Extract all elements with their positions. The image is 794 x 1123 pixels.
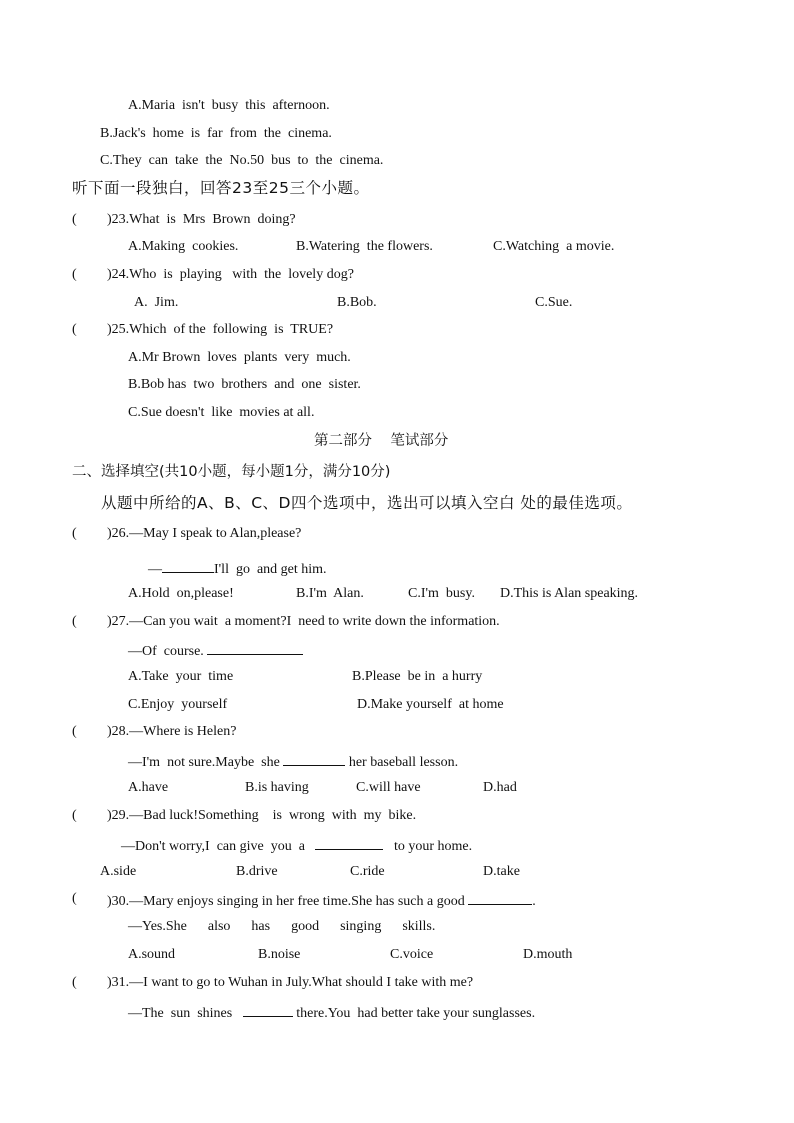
q26-answer-text: I'll go and get him. xyxy=(214,562,327,577)
q31-question: )31.—I want to go to Wuhan in July.What should I take with me? xyxy=(107,975,474,990)
q31-answer-pre: —The sun shines xyxy=(128,1006,233,1021)
q28-answer-blank[interactable] xyxy=(283,751,345,766)
q27-option-d: D.Make yourself at home xyxy=(357,697,504,712)
q30-answer: —Yes.She also has good singing skills. xyxy=(128,919,436,934)
q22-option-a: A.Maria isn't busy this afternoon. xyxy=(128,98,330,113)
q29-answer-post: to your home. xyxy=(393,839,473,854)
q29-question: )29.—Bad luck!Something is wrong with my bike. xyxy=(107,808,417,823)
q26-answer-line xyxy=(148,558,327,579)
q30-option-d: D.mouth xyxy=(523,947,573,962)
q22-option-c: C.They can take the No.50 bus to the cinema. xyxy=(100,153,384,168)
q26-answer-blank[interactable] xyxy=(162,558,214,573)
q24-option-b: B.Bob. xyxy=(337,295,377,310)
q24-paren: ( xyxy=(72,267,77,282)
q24-option-c: C.Sue. xyxy=(535,295,573,310)
q31-answer-post: there.You had better take your sunglasses. xyxy=(296,1006,536,1021)
q31-paren: ( xyxy=(72,975,77,990)
q30-paren: ( xyxy=(72,891,77,906)
q25-option-a: A.Mr Brown loves plants very much. xyxy=(128,350,351,365)
q26-option-a: A.Hold on,please! xyxy=(128,586,234,601)
q30-question-period: . xyxy=(532,894,536,909)
q24-question: )24.Who is playing with the lovely dog? xyxy=(107,267,354,282)
q27-option-b: B.Please be in a hurry xyxy=(352,669,483,684)
q31-answer-line xyxy=(128,1002,535,1023)
q28-question: )28.—Where is Helen? xyxy=(107,724,237,739)
q28-answer-pre: —I'm not sure.Maybe she xyxy=(128,755,280,770)
part2-title: 第二部分 笔试部分 xyxy=(314,433,449,449)
q30-question-line xyxy=(107,890,536,911)
q25-option-b: B.Bob has two brothers and one sister. xyxy=(128,377,361,392)
q30-option-c: C.voice xyxy=(390,947,434,962)
q23-paren: ( xyxy=(72,212,77,227)
q30-question-blank[interactable] xyxy=(468,890,532,905)
q30-option-a: A.sound xyxy=(128,947,176,962)
q27-answer-text: —Of course. xyxy=(128,644,204,659)
q29-paren: ( xyxy=(72,808,77,823)
q26-dash: — xyxy=(148,562,162,577)
q28-option-d: D.had xyxy=(483,780,517,795)
section2-instruction: 从题中所给的A、B、C、D四个选项中，选出可以填入空白 处的最佳选项。 xyxy=(101,494,633,512)
monologue-instruction: 听下面一段独白，回答23至25三个小题。 xyxy=(72,179,370,197)
q26-option-d: D.This is Alan speaking. xyxy=(500,586,639,601)
q25-paren: ( xyxy=(72,322,77,337)
q28-paren: ( xyxy=(72,724,77,739)
q28-option-a: A.have xyxy=(128,780,169,795)
q26-paren: ( xyxy=(72,526,77,541)
section2-title: 二、选择填空(共10小题，每小题1分，满分10分) xyxy=(72,464,391,480)
q27-option-c: C.Enjoy yourself xyxy=(128,697,228,712)
q27-answer-line xyxy=(128,640,303,661)
q29-option-a: A.side xyxy=(100,864,137,879)
q29-option-d: D.take xyxy=(483,864,520,879)
q29-answer-line xyxy=(121,835,472,856)
q31-answer-blank[interactable] xyxy=(243,1002,293,1017)
q27-paren: ( xyxy=(72,614,77,629)
q26-question: )26.—May I speak to Alan,please? xyxy=(107,526,302,541)
q22-option-b: B.Jack's home is far from the cinema. xyxy=(100,126,332,141)
q26-option-b: B.I'm Alan. xyxy=(296,586,364,601)
q25-option-c: C.Sue doesn't like movies at all. xyxy=(128,405,315,420)
q29-option-b: B.drive xyxy=(236,864,278,879)
q30-option-b: B.noise xyxy=(258,947,301,962)
q27-answer-blank[interactable] xyxy=(207,640,303,655)
q27-option-a: A.Take your time xyxy=(128,669,234,684)
q28-answer-post: her baseball lesson. xyxy=(348,755,459,770)
q23-question: )23.What is Mrs Brown doing? xyxy=(107,212,296,227)
q25-question: )25.Which of the following is TRUE? xyxy=(107,322,334,337)
q23-option-b: B.Watering the flowers. xyxy=(296,239,433,254)
q23-option-a: A.Making cookies. xyxy=(128,239,239,254)
q29-answer-blank[interactable] xyxy=(315,835,383,850)
q29-option-c: C.ride xyxy=(350,864,385,879)
q30-question-text: )30.—Mary enjoys singing in her free time.She has such a good xyxy=(107,894,465,909)
q26-option-c: C.I'm busy. xyxy=(408,586,475,601)
q23-option-c: C.Watching a movie. xyxy=(493,239,615,254)
q29-answer-pre: —Don't worry,I can give you a xyxy=(121,839,305,854)
q28-answer-line xyxy=(128,751,458,772)
q24-option-a: A. Jim. xyxy=(134,295,179,310)
q28-option-b: B.is having xyxy=(245,780,309,795)
q28-option-c: C.will have xyxy=(356,780,421,795)
q27-question: )27.—Can you wait a moment?I need to write down the information. xyxy=(107,614,500,629)
